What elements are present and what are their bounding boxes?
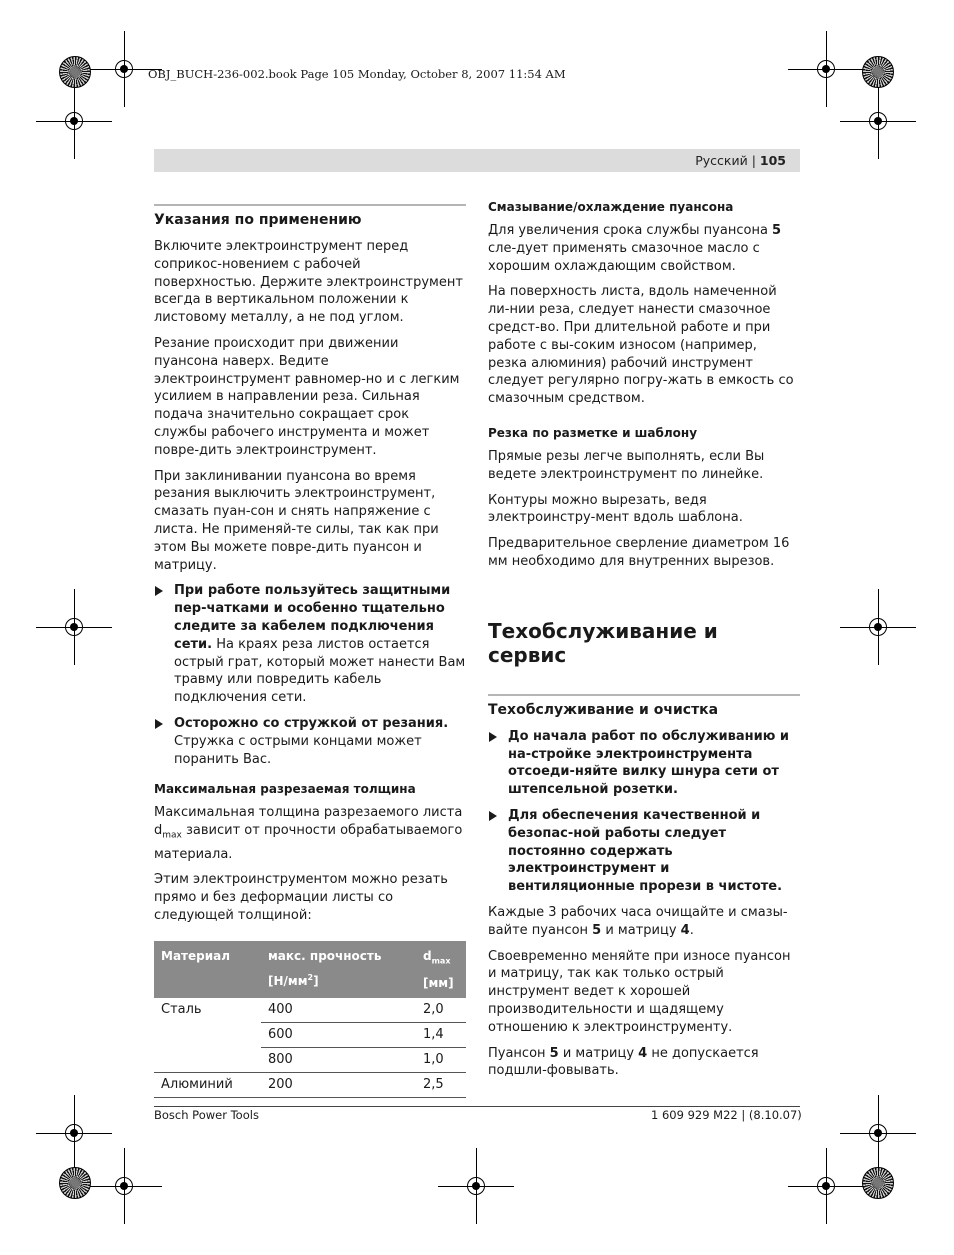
table-row: [154, 1023, 466, 1048]
warning-bullet: [488, 728, 800, 799]
color-rosette-icon: [862, 1167, 894, 1199]
thickness-table: [154, 941, 466, 1098]
warning-bullet: [488, 807, 800, 896]
bullet-bold-text: До начала работ по обслуживанию и на-стройке электроинструмента отсоеди-няйте вилку шнура сети от штепсельной розетки.: [508, 728, 790, 798]
ref-number: 5: [772, 223, 782, 238]
text: [мм]: [423, 976, 454, 991]
footer-brand: Bosch Power Tools: [154, 1108, 259, 1122]
page-header: [154, 149, 800, 172]
text: Каждые 3 рабочих часа очищайте и смазы-вайте пуансон: [488, 904, 788, 938]
chapter-title-maintenance: Техобслуживание и сервис: [488, 618, 718, 667]
ref-number: 4: [638, 1045, 648, 1061]
bullet-text: Стружка с острыми концами может поранить Вас.: [174, 733, 422, 767]
paragraph: На поверхность листа, вдоль намеченной ли-нии реза, следует нанести смазочное средст-во. При длительной работе и при работе с вы-соким износом (например, резка алюминия) рабочий инструмент следует регулярно погру-жать в емкость со смазочным средством.: [488, 284, 794, 407]
cell-dmax: 2,0: [416, 998, 466, 1023]
text: Максимальная толщина разрезаемого листа d: [154, 805, 463, 839]
text: зависит от прочности обрабатываемого материала.: [154, 823, 463, 862]
superscript: 2: [307, 972, 314, 982]
color-rosette-icon: [59, 1167, 91, 1199]
subsection-title-lubrication: Смазывание/охлаждение пуансона: [488, 200, 734, 214]
cell-strength: 800: [261, 1048, 416, 1073]
paragraph: Прямые резы легче выполнять, если Вы ведете электроинструмент по линейке.: [488, 448, 765, 482]
table-header-row: [154, 941, 466, 998]
bullet-triangle-icon: [155, 719, 163, 729]
left-column: [154, 204, 466, 1098]
bullet-triangle-icon: [489, 811, 497, 821]
paragraph: При заклинивании пуансона во время резания выключить электроинструмент, смазать пуан-сон и снять напряжение с листа. Не применяй-те силы, так как при этом Вы можете повре-дить пуансон и матрицу.: [154, 468, 439, 573]
bullet-triangle-icon: [489, 732, 497, 742]
text: не допускается подшли-фовывать.: [488, 1045, 759, 1079]
cell-strength: 200: [261, 1073, 416, 1098]
text: макс. прочность: [268, 948, 382, 963]
bullet-triangle-icon: [155, 586, 163, 596]
cell-material: Алюминий: [154, 1073, 261, 1098]
text: сле-дует применять смазочное масло с хорошим охлаждающим свойством.: [488, 240, 760, 274]
cell-material: Сталь: [161, 1002, 202, 1018]
header-material: Материал: [154, 941, 261, 998]
text: [Н/мм: [268, 973, 308, 988]
warning-bullet: [154, 715, 466, 768]
cell-strength: 600: [261, 1023, 416, 1048]
paragraph: [488, 1045, 800, 1081]
paragraph: Включите электроинструмент перед соприкос-новением с рабочей поверхностью. Держите электроинструмент всегда в вертикальном положении к листовому металлу, а не под углом.: [154, 239, 463, 326]
header-language: Русский: [695, 153, 748, 168]
paragraph: [488, 904, 800, 940]
color-rosette-icon: [862, 56, 894, 88]
cell-strength: 400: [261, 998, 416, 1023]
cell-dmax: 2,5: [416, 1073, 466, 1098]
cell-dmax: 1,0: [416, 1048, 466, 1073]
table-row: [154, 1073, 466, 1098]
paragraph: Этим электроинструментом можно резать прямо и без деформации листы со следующей толщиной:: [154, 872, 448, 923]
bullet-bold-text: При работе пользуйтесь защитными пер-чатками и особенно тщательно следите за кабелем подключения сети.: [174, 583, 451, 652]
bullet-bold-text: Осторожно со стружкой от резания.: [174, 715, 449, 731]
ref-number: 4: [680, 922, 690, 938]
cell-material: [154, 1048, 261, 1073]
text: d: [423, 948, 432, 963]
paragraph: Предварительное сверление диаметром 16 мм необходимо для внутренних вырезов.: [488, 536, 790, 569]
text: и матрицу: [558, 1045, 639, 1061]
bullet-bold-text: Для обеспечения качественной и безопас-ной работы следует постоянно содержать электроинструмент и вентиляционные прорези в чистоте.: [508, 807, 783, 895]
subscript: max: [431, 956, 451, 966]
text: Для увеличения срока службы пуансона: [488, 223, 773, 238]
text: и матрицу: [601, 922, 681, 938]
paragraph: Своевременно меняйте при износе пуансон и матрицу, так как только острый инструмент ведет к хорошей производительности и щадящему отношению к электроинструменту.: [488, 948, 791, 1035]
header-dmax: [416, 941, 466, 998]
text: .: [689, 922, 694, 938]
footer-rule: [154, 1106, 800, 1107]
footer-doc-number: 1 609 929 M22 | (8.10.07): [651, 1108, 802, 1122]
page-number: 105: [759, 153, 786, 168]
warning-bullet: [154, 582, 466, 707]
ref-number: 5: [549, 1045, 559, 1061]
color-rosette-icon: [59, 56, 91, 88]
subscript: max: [162, 830, 182, 841]
bullet-text: На краях реза листов остается острый грат, который может нанести Вам травму или повредить кабель подключения сети.: [174, 636, 466, 706]
paragraph: Контуры можно вырезать, ведя электроинстру-мент вдоль шаблона.: [488, 492, 743, 526]
section-title-usage: Указания по применению: [154, 212, 362, 228]
paragraph: [154, 804, 466, 863]
header-separator: |: [751, 153, 756, 168]
table-row: [154, 998, 466, 1023]
paragraph: Резание происходит при движении пуансона наверх. Ведите электроинструмент равномер-но и с легким усилием в направлении реза. Сильная подача значительно сокращает срок службы рабочего инструмента и может повре-дить электроинструмент.: [154, 335, 460, 458]
text: Пуансон: [488, 1045, 550, 1061]
section-rule: [488, 694, 800, 696]
section-rule: [154, 204, 466, 206]
cell-material: [154, 1023, 261, 1048]
print-info: OBJ_BUCH-236-002.book Page 105 Monday, October 8, 2007 11:54 AM: [148, 67, 566, 81]
text: ]: [313, 973, 319, 988]
subsection-title-max-thickness: Максимальная разрезаемая толщина: [154, 782, 416, 797]
header-strength: [261, 941, 416, 998]
table-row: [154, 1048, 466, 1073]
subsection-title-template-cutting: Резка по разметке и шаблону: [488, 425, 698, 440]
paragraph: [488, 222, 800, 275]
cell-dmax: 1,4: [416, 1023, 466, 1048]
right-column: [488, 200, 800, 1088]
section-title-cleaning: Техобслуживание и очистка: [488, 701, 719, 718]
ref-number: 5: [592, 922, 602, 938]
header-text: [695, 153, 786, 168]
